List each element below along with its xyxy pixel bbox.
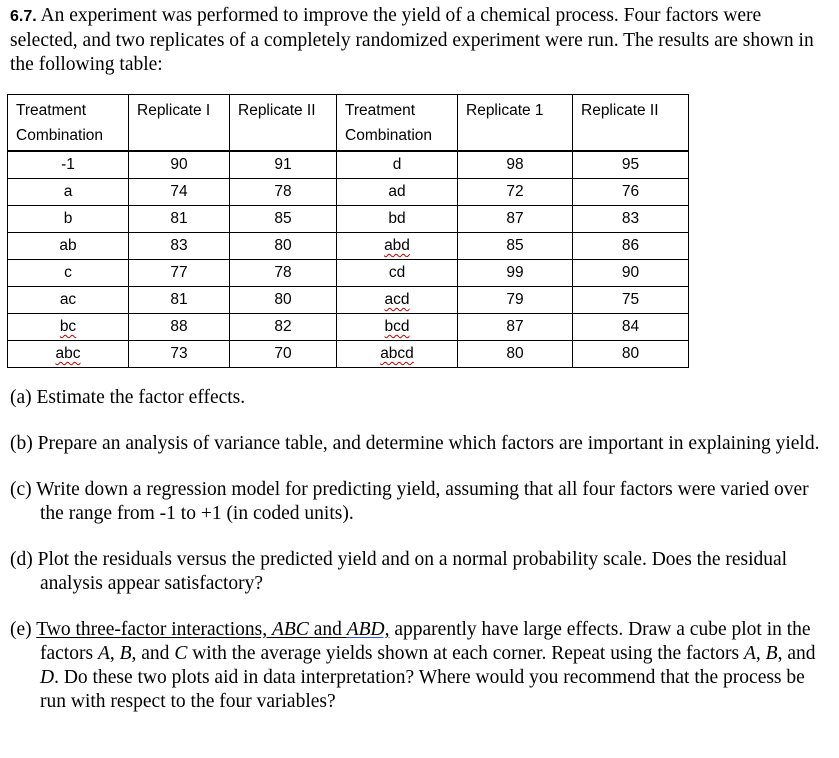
header-text: Combination [345, 127, 433, 144]
table-cell [458, 314, 573, 341]
cell-value: 82 [274, 318, 292, 335]
header-cell [8, 95, 129, 152]
cell-value: 80 [274, 237, 292, 254]
cell-value: 72 [506, 183, 524, 200]
table-row [8, 287, 689, 314]
header-text: Treatment [345, 102, 416, 119]
table-cell [8, 341, 129, 368]
header-text: Treatment [16, 102, 87, 119]
cell-value: 70 [274, 345, 292, 362]
table-cell [458, 151, 573, 179]
table-cell [337, 179, 458, 206]
table-cell [458, 341, 573, 368]
table-cell [129, 179, 230, 206]
cell-value: 87 [506, 318, 524, 335]
table-cell [337, 287, 458, 314]
cell-value: c [64, 264, 72, 281]
problem-number: 6.7. [10, 8, 37, 25]
table-row [8, 233, 689, 260]
table-cell [8, 314, 129, 341]
table-cell [573, 287, 689, 314]
header-cell [573, 95, 689, 152]
cell-value: 85 [506, 237, 524, 254]
table-cell [573, 341, 689, 368]
cell-value: 81 [170, 210, 188, 227]
part-a: (a) Estimate the factor effects. [10, 387, 246, 408]
table-cell [573, 233, 689, 260]
cell-value: 75 [621, 291, 640, 308]
cell-value: ac [59, 291, 77, 308]
table-cell [129, 233, 230, 260]
table-cell [230, 287, 337, 314]
question-parts [10, 386, 825, 736]
table-cell [337, 206, 458, 233]
factor-a-2: A [743, 643, 756, 664]
table-cell [8, 287, 129, 314]
cell-value: 84 [621, 318, 640, 335]
factor-c: C [174, 643, 188, 664]
cell-value: 99 [506, 264, 524, 281]
table-cell [573, 151, 689, 179]
table-cell [8, 179, 129, 206]
cell-value: abc [55, 345, 81, 362]
table-cell [8, 151, 129, 179]
cell-value: 88 [170, 318, 188, 335]
problem-statement [10, 4, 825, 77]
cell-value: 90 [621, 264, 640, 281]
cell-value: ad [388, 183, 406, 200]
part-e-and: and [313, 619, 342, 640]
cell-value: 74 [170, 183, 188, 200]
cell-value: cd [388, 264, 406, 281]
cell-value: 85 [274, 210, 292, 227]
table-row [8, 341, 689, 368]
table-row [8, 206, 689, 233]
header-cell [458, 95, 573, 152]
part-e-text-2: with the average yields shown at each corner. Repeat using the factors [192, 643, 740, 664]
table-cell [8, 233, 129, 260]
table-cell [230, 260, 337, 287]
cell-value: 78 [274, 183, 292, 200]
table-cell [8, 206, 129, 233]
part-e-text-1: apparently have large effects. Draw a cube plot in the factors [40, 619, 811, 664]
header-cell [337, 95, 458, 152]
table-cell [129, 287, 230, 314]
cell-value: ab [59, 237, 77, 254]
cell-value: 79 [506, 291, 524, 308]
part-e-label: (e) [10, 619, 32, 640]
table-cell [8, 260, 129, 287]
table-cell [129, 341, 230, 368]
part-e-underlined-1: Two three-factor interactions, [36, 619, 268, 640]
table-cell [129, 260, 230, 287]
cell-value: a [63, 183, 73, 200]
table-cell [458, 179, 573, 206]
cell-value: -1 [61, 156, 75, 173]
table-row [8, 151, 689, 179]
factor-b-2: B [765, 643, 778, 664]
cell-value: 91 [274, 156, 292, 173]
cell-value: b [63, 210, 73, 227]
part-e: (e) Two three-factor interactions, ABC and ABD, apparently have large effects. Draw a cube plot in the factors A, B, and C with the average yields shown at each corner. Repeat using the factors A, B, and D. Do these two plots aid in data interpretation? Where would you recommend that the process be run with respect to the four variables? [10, 619, 816, 712]
table-cell [129, 151, 230, 179]
cell-value: 81 [170, 291, 188, 308]
cell-value: abcd [380, 345, 414, 362]
cell-value: 73 [170, 345, 188, 362]
cell-value: 76 [621, 183, 640, 200]
part-d: (d) Plot the residuals versus the predicted yield and on a normal probability scale. Does the residual analysis appear satisfactory? [10, 549, 788, 594]
table-cell [458, 233, 573, 260]
header-text: Replicate II [581, 102, 659, 119]
cell-value: 83 [621, 210, 640, 227]
factor-d: D [40, 667, 55, 688]
header-text: Combination [16, 127, 104, 144]
table-cell [337, 233, 458, 260]
table-cell [129, 314, 230, 341]
part-c: (c) Write down a regression model for predicting yield, assuming that all four factors were varied over the range from -1 to +1 (in coded units). [10, 479, 809, 524]
table-cell [573, 314, 689, 341]
table-header [8, 95, 689, 152]
table-cell [337, 151, 458, 179]
problem-text: An experiment was performed to improve the yield of a chemical process. Four factors were selected, and two replicates of a completely randomized experiment were run. The results are shown in the following table: [10, 5, 814, 75]
table-cell [458, 287, 573, 314]
table-cell [337, 341, 458, 368]
cell-value: 95 [621, 156, 640, 173]
cell-value: 78 [274, 264, 292, 281]
cell-value: bcd [384, 318, 410, 335]
cell-value: 98 [506, 156, 524, 173]
factor-b: B [119, 643, 132, 664]
header-text: Replicate II [238, 102, 316, 119]
cell-value: 90 [170, 156, 188, 173]
cell-value: 87 [506, 210, 524, 227]
cell-value: bc [59, 318, 77, 335]
cell-value: abd [384, 237, 410, 254]
table-row [8, 260, 689, 287]
table-row [8, 314, 689, 341]
header-cell [129, 95, 230, 152]
table-cell [230, 151, 337, 179]
cell-value: 80 [621, 345, 640, 362]
table-cell [573, 260, 689, 287]
table-body [8, 151, 689, 368]
results-table [7, 94, 689, 368]
cell-value: acd [384, 291, 410, 308]
table-cell [230, 314, 337, 341]
table-cell [337, 260, 458, 287]
table-cell [230, 179, 337, 206]
table-row [8, 179, 689, 206]
table-cell [458, 206, 573, 233]
header-text: Replicate I [137, 102, 211, 119]
table-cell [230, 233, 337, 260]
part-e-abc: ABC [271, 619, 309, 640]
header-cell [230, 95, 337, 152]
table-cell [230, 341, 337, 368]
cell-value: 80 [274, 291, 292, 308]
part-e-abd: ABD, [346, 619, 390, 640]
part-e-text-3: Do these two plots aid in data interpretation? Where would you recommend that the process be run with respect to the four variables? [40, 667, 805, 712]
table-cell [573, 179, 689, 206]
part-b: (b) Prepare an analysis of variance table, and determine which factors are important in explaining yield. [10, 433, 820, 454]
table-cell [129, 206, 230, 233]
header-text: Replicate 1 [466, 102, 544, 119]
cell-value: bd [388, 210, 406, 227]
cell-value: 83 [170, 237, 188, 254]
cell-value: 86 [621, 237, 640, 254]
factor-a: A [97, 643, 110, 664]
table-cell [230, 206, 337, 233]
table-cell [573, 206, 689, 233]
table-cell [337, 314, 458, 341]
table-cell [458, 260, 573, 287]
cell-value: 77 [170, 264, 188, 281]
cell-value: 80 [506, 345, 524, 362]
cell-value: d [392, 156, 402, 173]
